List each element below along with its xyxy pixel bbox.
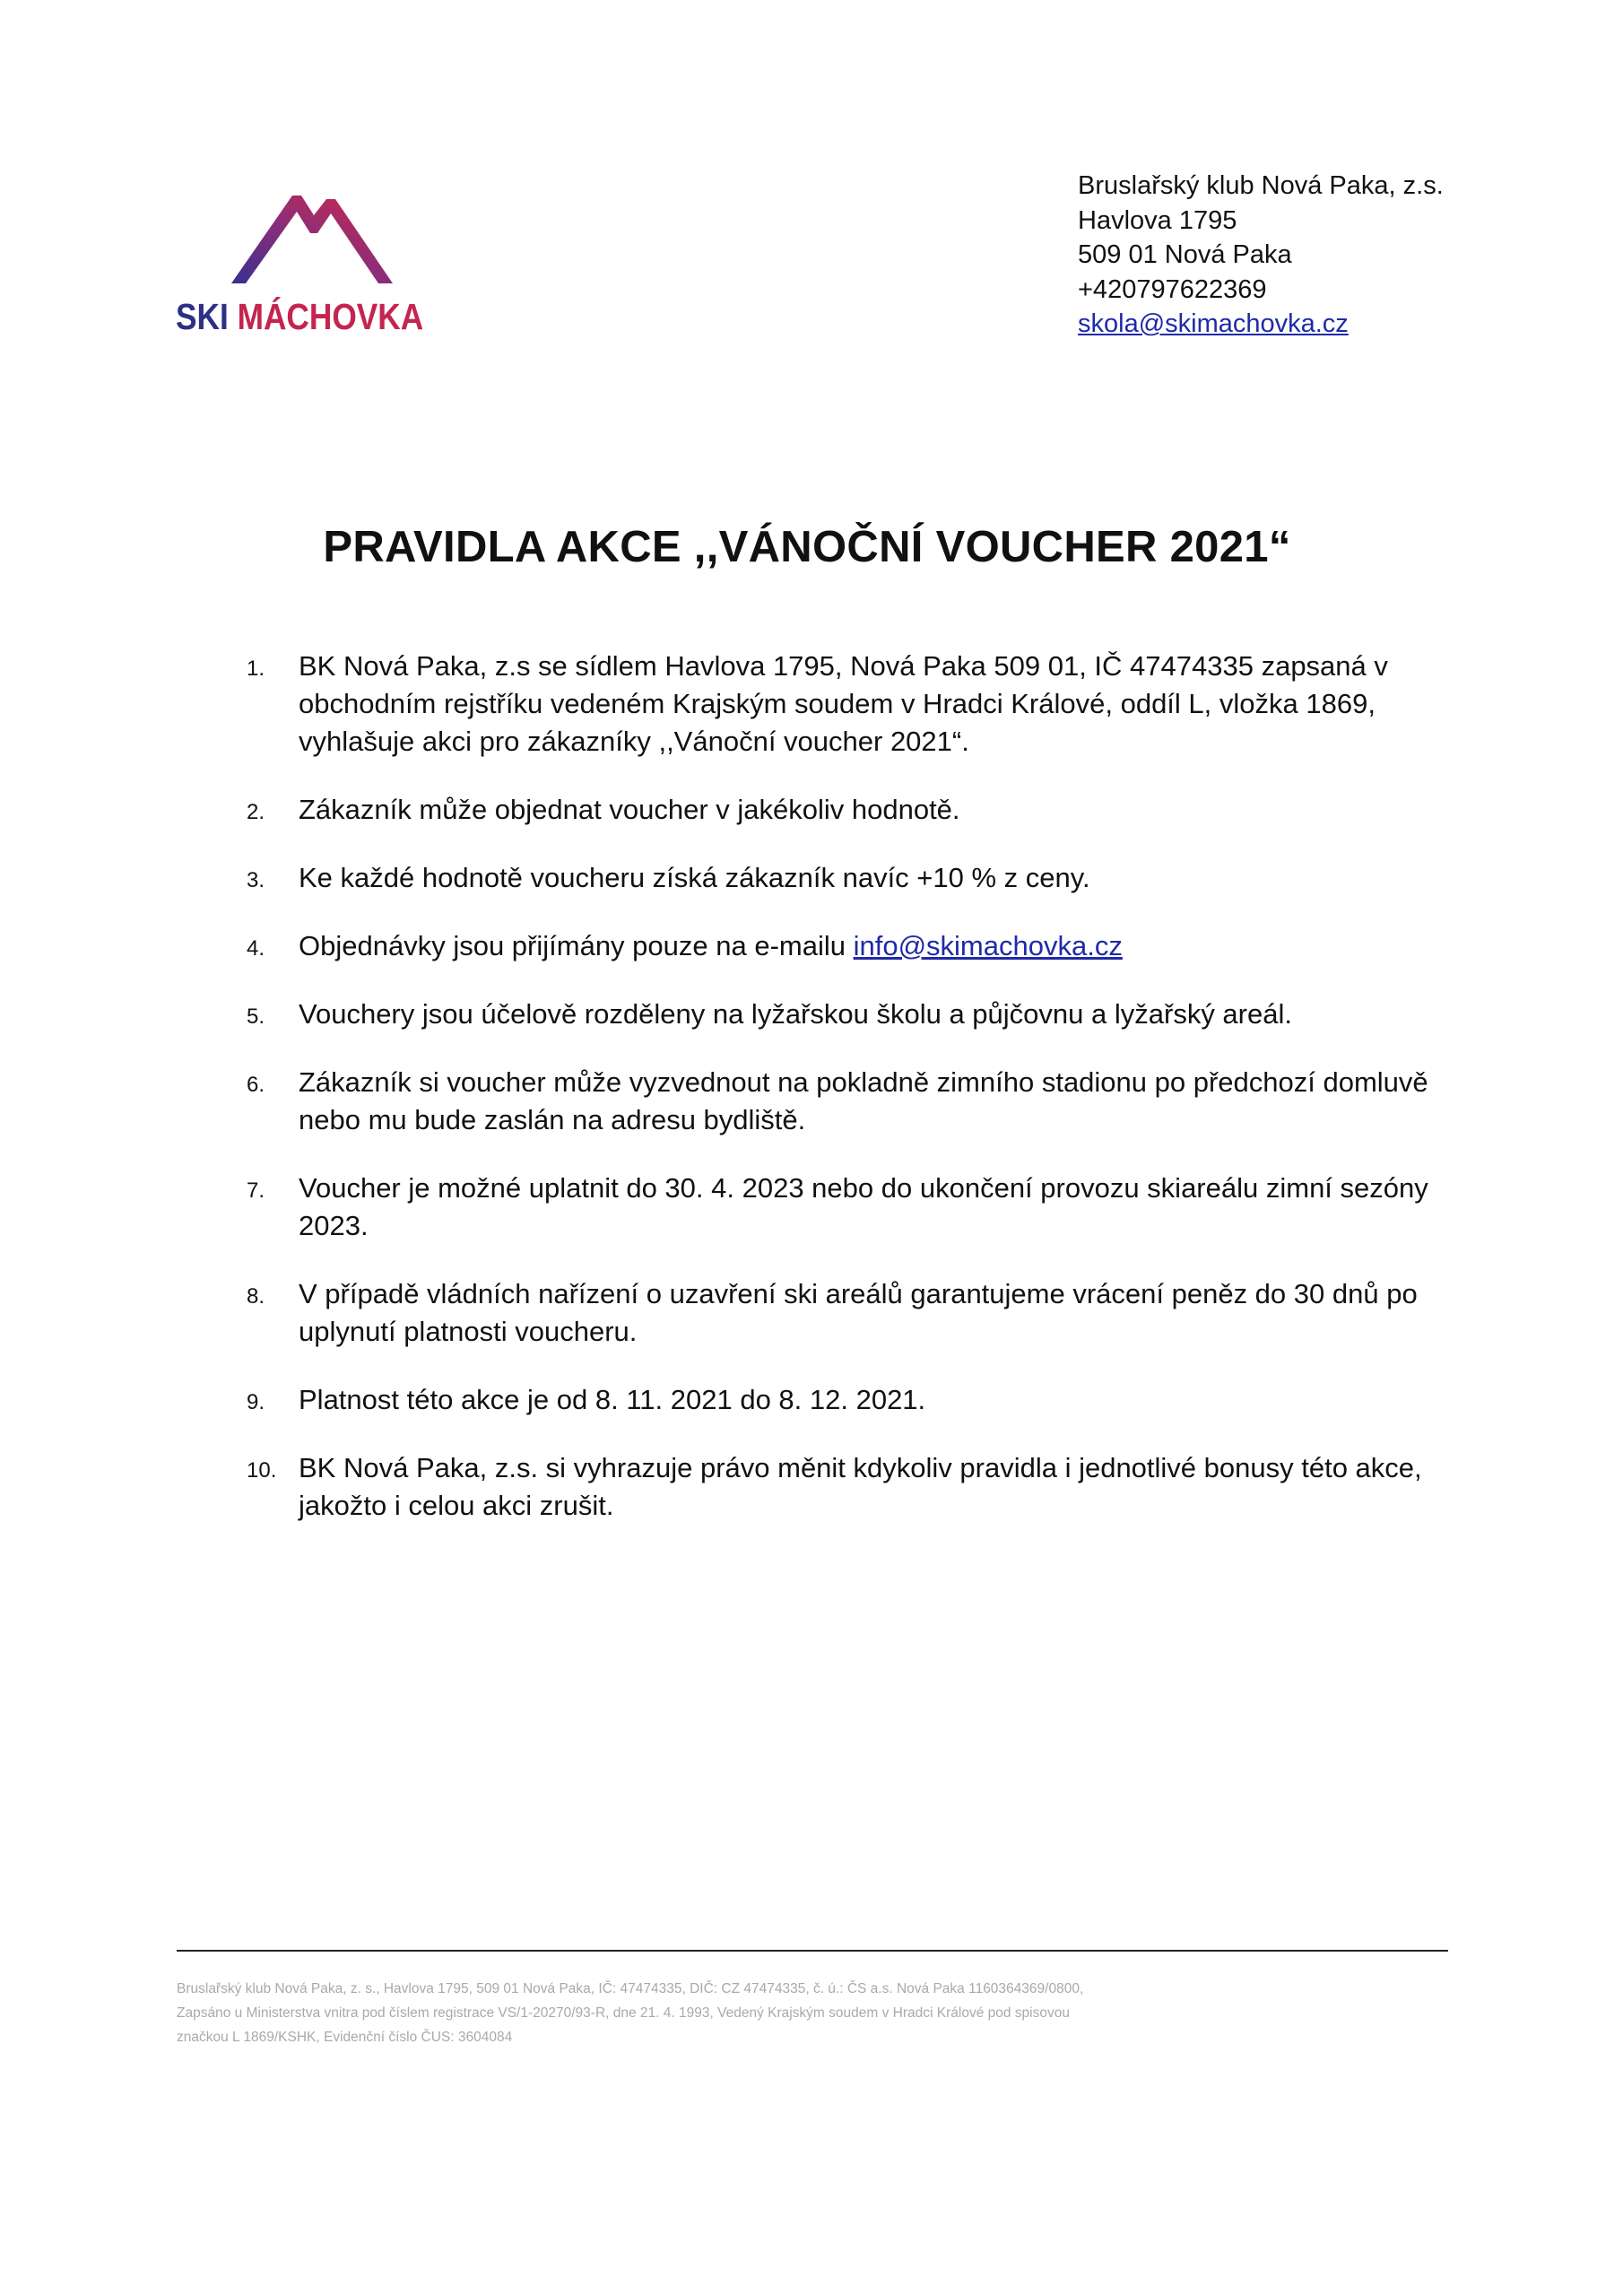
address-phone: +420797622369 bbox=[1078, 274, 1267, 304]
rule-number: 2. bbox=[247, 800, 265, 824]
address-club-name: Bruslařský klub Nová Paka, z.s. bbox=[1078, 171, 1444, 200]
rule-text-body: Vouchery jsou účelově rozděleny na lyžařskou školu a půjčovnu a lyžařský areál. bbox=[299, 998, 1292, 1030]
footer-divider bbox=[177, 1950, 1448, 1952]
rule-text bbox=[299, 1449, 1448, 1525]
rule-item bbox=[247, 791, 1448, 829]
rule-text-body: Platnost této akce je od 8. 11. 2021 do 8. 12. 2021. bbox=[299, 1384, 926, 1415]
rule-number: 6. bbox=[247, 1073, 265, 1097]
rule-text-body: BK Nová Paka, z.s. si vyhrazuje právo měnit kdykoliv pravidla i jednotlivé bonusy této akce, jakožto i celou akci zrušit. bbox=[299, 1452, 1422, 1521]
rule-number: 5. bbox=[247, 1004, 265, 1029]
address-email-link[interactable]: skola@skimachovka.cz bbox=[1078, 309, 1349, 338]
rule-text-body: Objednávky jsou přijímány pouze na e-mailu bbox=[299, 930, 854, 961]
rule-text bbox=[299, 1381, 1448, 1419]
rule-item bbox=[247, 927, 1448, 965]
address-street: Havlova 1795 bbox=[1078, 205, 1237, 235]
footer-line-2: Zapsáno u Ministerstva vnitra pod číslem registrace VS/1-20270/93-R, dne 21. 4. 1993, Vedený Krajským soudem v Hradci Králové pod spisovou bbox=[177, 2005, 1070, 2021]
logo-word-machovka: MÁCHOVKA bbox=[237, 296, 424, 337]
rule-number: 1. bbox=[247, 657, 265, 681]
mountain-logo-icon bbox=[231, 190, 393, 289]
rule-text bbox=[299, 1064, 1448, 1139]
club-address bbox=[1078, 169, 1444, 342]
rule-text-body: Zákazník může objednat voucher v jakékoliv hodnotě. bbox=[299, 794, 960, 825]
logo-word-ski: SKI bbox=[176, 296, 229, 337]
logo-wordmark bbox=[176, 296, 423, 338]
rule-item bbox=[247, 1275, 1448, 1351]
rule-item bbox=[247, 648, 1448, 761]
rule-number: 10. bbox=[247, 1458, 277, 1483]
footer-legal bbox=[177, 1977, 1432, 2049]
footer-line-1: Bruslařský klub Nová Paka, z. s., Havlova 1795, 509 01 Nová Paka, IČ: 47474335, DIČ: CZ 47474335, č. ú.: ČS a.s. Nová Paka 1160364369/0800, bbox=[177, 1981, 1084, 1996]
rule-number: 8. bbox=[247, 1284, 265, 1309]
rule-text-body: Ke každé hodnotě voucheru získá zákazník navíc +10 % z ceny. bbox=[299, 862, 1090, 893]
rule-item bbox=[247, 1170, 1448, 1245]
rule-text-body: BK Nová Paka, z.s se sídlem Havlova 1795, Nová Paka 509 01, IČ 47474335 zapsaná v obchodním rejstříku vedeném Krajským soudem v Hradci Králové, oddíl L, vložka 1869, vyhlašuje akci pro zákazníky ,,Vánoční voucher 2021“. bbox=[299, 650, 1388, 757]
rule-number: 3. bbox=[247, 868, 265, 892]
rule-text bbox=[299, 927, 1448, 965]
address-city: 509 01 Nová Paka bbox=[1078, 240, 1292, 269]
rule-text-body: Voucher je možné uplatnit do 30. 4. 2023 nebo do ukončení provozu skiareálu zimní sezóny 2023. bbox=[299, 1172, 1428, 1241]
rule-item bbox=[247, 1064, 1448, 1139]
rule-item bbox=[247, 859, 1448, 897]
rule-text bbox=[299, 859, 1448, 897]
rule-item bbox=[247, 996, 1448, 1033]
rules-list bbox=[247, 648, 1448, 1555]
footer-line-3: značkou L 1869/KSHK, Evidenční číslo ČUS: 3604084 bbox=[177, 2030, 513, 2045]
rule-text bbox=[299, 648, 1448, 761]
title-text: PRAVIDLA AKCE ,,VÁNOČNÍ VOUCHER 2021“ bbox=[323, 523, 1291, 571]
document-title bbox=[0, 522, 1623, 572]
rule-number: 7. bbox=[247, 1178, 265, 1203]
rule-email-link[interactable]: info@skimachovka.cz bbox=[853, 930, 1123, 961]
rule-number: 4. bbox=[247, 936, 265, 961]
rule-text-body: Zákazník si voucher může vyzvednout na pokladně zimního stadionu po předchozí domluvě nebo mu bude zaslán na adresu bydliště. bbox=[299, 1066, 1428, 1135]
rule-item bbox=[247, 1381, 1448, 1419]
rule-text bbox=[299, 1170, 1448, 1245]
ski-machovka-logo bbox=[176, 190, 463, 343]
rule-item bbox=[247, 1449, 1448, 1525]
rule-text bbox=[299, 1275, 1448, 1351]
rule-text-body: V případě vládních nařízení o uzavření ski areálů garantujeme vrácení peněz do 30 dnů po uplynutí platnosti voucheru. bbox=[299, 1278, 1418, 1347]
rule-number: 9. bbox=[247, 1390, 265, 1414]
rule-text bbox=[299, 996, 1448, 1033]
rule-text bbox=[299, 791, 1448, 829]
